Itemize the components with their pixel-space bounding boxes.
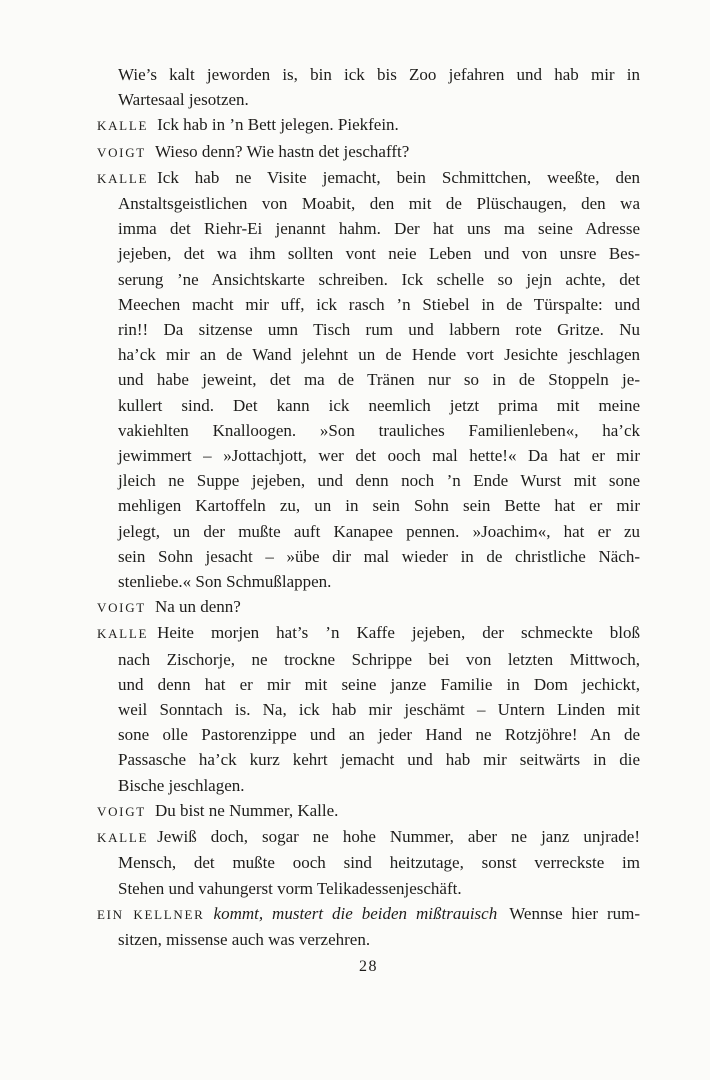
text-line [97, 850, 640, 875]
line-text: sone olle Pastorenzippe und an jeder Hand ne Rotzjöhre! An de [118, 725, 640, 745]
text-line [97, 112, 640, 138]
dialogue-paragraph [97, 112, 640, 138]
dialogue-paragraph [97, 824, 640, 901]
text-line [97, 620, 640, 646]
text-line [97, 544, 640, 569]
text-line [97, 241, 640, 266]
text-line [97, 468, 640, 493]
text-line [97, 342, 640, 367]
line-text: Du bist ne Nummer, Kalle. [154, 800, 339, 820]
text-line [97, 393, 640, 418]
line-text: Mensch, det mußte ooch sind heitzutage, sonst verreckste im [118, 853, 640, 873]
text-line [97, 647, 640, 672]
line-text: Ick hab in ’n Bett jelegen. Piekfein. [157, 115, 399, 135]
text-line [97, 139, 640, 165]
dialogue-paragraph [97, 165, 640, 594]
line-text: nach Zischorje, ne trockne Schrippe bei von letzten Mittwoch, [118, 649, 640, 669]
line-text: stenliebe.« Son Schmußlappen. [118, 572, 332, 592]
text-line [97, 824, 640, 850]
dialogue-paragraph [97, 594, 640, 620]
speaker-label: KALLE [97, 830, 149, 846]
line-text: Stehen und vahungerst vorm Telikadessenjeschäft. [118, 878, 462, 898]
line-text: jewimmert – »Jottachjott, wer det ooch mal hette!« Da hat er mir [118, 446, 640, 466]
line-text: Passasche ha’ck kurz kehrt jemacht und hab mir seitwärts in die [118, 750, 640, 770]
text-line [97, 62, 640, 87]
speaker-label: VOIGT [97, 600, 146, 616]
line-text: sein Sohn jesacht – »übe dir mal wieder in de christliche Näch- [118, 546, 640, 566]
text-line [97, 569, 640, 594]
line-text: rin!! Da sitzense umn Tisch rum und labbern rote Gritze. Nu [118, 320, 640, 340]
text-line [97, 594, 640, 620]
text-line [97, 317, 640, 342]
speech-continuation [97, 62, 640, 112]
text-line [97, 267, 640, 292]
line-text: Wieso denn? Wie hastn det jeschafft? [154, 141, 410, 161]
line-text: sitzen, missense auch was verzehren. [118, 929, 371, 949]
line-text: Jewiß doch, sogar ne hohe Nummer, aber ne janz unjrade! [157, 827, 640, 847]
page-text [97, 62, 640, 952]
line-text: und denn hat er mir mit seine janze Familie in Dom jechickt, [118, 674, 640, 694]
speaker-label: KALLE [97, 626, 149, 642]
text-line [97, 927, 640, 952]
line-text: weil Sonntach is. Na, ick hab mir jeschämt – Untern Linden mit [118, 700, 640, 720]
text-line [97, 798, 640, 824]
line-text: jleich ne Suppe jejeben, und denn noch ’n Ende Wurst mit sone [118, 471, 640, 491]
text-line [97, 367, 640, 392]
line-text: mehligen Kartoffeln zu, un in sein Sohn sein Bette hat er mir [118, 496, 640, 516]
page-number: 28 [359, 958, 378, 975]
line-text: Wennse hier rum- [509, 903, 640, 923]
text-line [97, 292, 640, 317]
text-line [97, 722, 640, 747]
line-text: imma det Riehr-Ei jenannt hahm. Der hat uns ma seine Adresse [118, 219, 640, 239]
line-text: ha’ck mir an de Wand jelehnt un de Hende vort Jesichte jeschlagen [118, 345, 640, 365]
text-line [97, 773, 640, 798]
text-line [97, 876, 640, 901]
speaker-label: KALLE [97, 118, 149, 134]
line-text: jejeben, det wa ihm sollten vont neie Leben und von unsre Bes- [118, 244, 640, 264]
text-line [97, 443, 640, 468]
stage-direction: kommt, mustert die beiden mißtrauisch [213, 903, 498, 923]
line-text: Heite morjen hat’s ’n Kaffe jejeben, der schmeckte bloß [157, 623, 640, 643]
line-text: serung ’ne Ansichtskarte schreiben. Ick schelle so jejn achte, det [118, 269, 640, 289]
line-text: und habe jeweint, det ma de Tränen nur so in de Stoppeln je- [118, 370, 640, 390]
text-line [97, 901, 640, 927]
speaker-label: EIN KELLNER [97, 906, 205, 922]
line-text: Anstaltsgeistlichen von Moabit, den mit de Plüschaugen, den wa [118, 194, 640, 214]
dialogue-paragraph [97, 798, 640, 824]
text-line [97, 418, 640, 443]
line-text: kullert sind. Det kann ick neemlich jetzt prima mit meine [118, 395, 640, 415]
speaker-label: KALLE [97, 170, 149, 186]
text-line [97, 672, 640, 697]
line-text: vakiehlten Knalloogen. »Son trauliches Familienleben«, ha’ck [118, 420, 640, 440]
dialogue-paragraph [97, 620, 640, 797]
line-text: Wie’s kalt jeworden is, bin ick bis Zoo jefahren und hab mir in [118, 65, 640, 84]
line-text: jelegt, un der mußte auft Kanapee pennen. »Joachim«, hat er zu [118, 521, 640, 541]
text-line [97, 493, 640, 518]
line-text: Na un denn? [154, 597, 241, 617]
text-line [97, 87, 640, 112]
line-text: Bische jeschlagen. [118, 775, 245, 795]
dialogue-paragraph [97, 139, 640, 165]
line-text: Ick hab ne Visite jemacht, bein Schmittchen, weeßte, den [157, 167, 640, 187]
text-line [97, 165, 640, 191]
speaker-label: VOIGT [97, 803, 146, 819]
text-line [97, 519, 640, 544]
text-line [97, 191, 640, 216]
text-line [97, 747, 640, 772]
text-line [97, 697, 640, 722]
line-text: Meechen macht mir uff, ick rasch ’n Stiebel in de Türspalte: und [118, 294, 640, 314]
speaker-label: VOIGT [97, 144, 146, 160]
text-line [97, 216, 640, 241]
dialogue-paragraph [97, 901, 640, 952]
line-text: Wartesaal jesotzen. [118, 90, 249, 110]
